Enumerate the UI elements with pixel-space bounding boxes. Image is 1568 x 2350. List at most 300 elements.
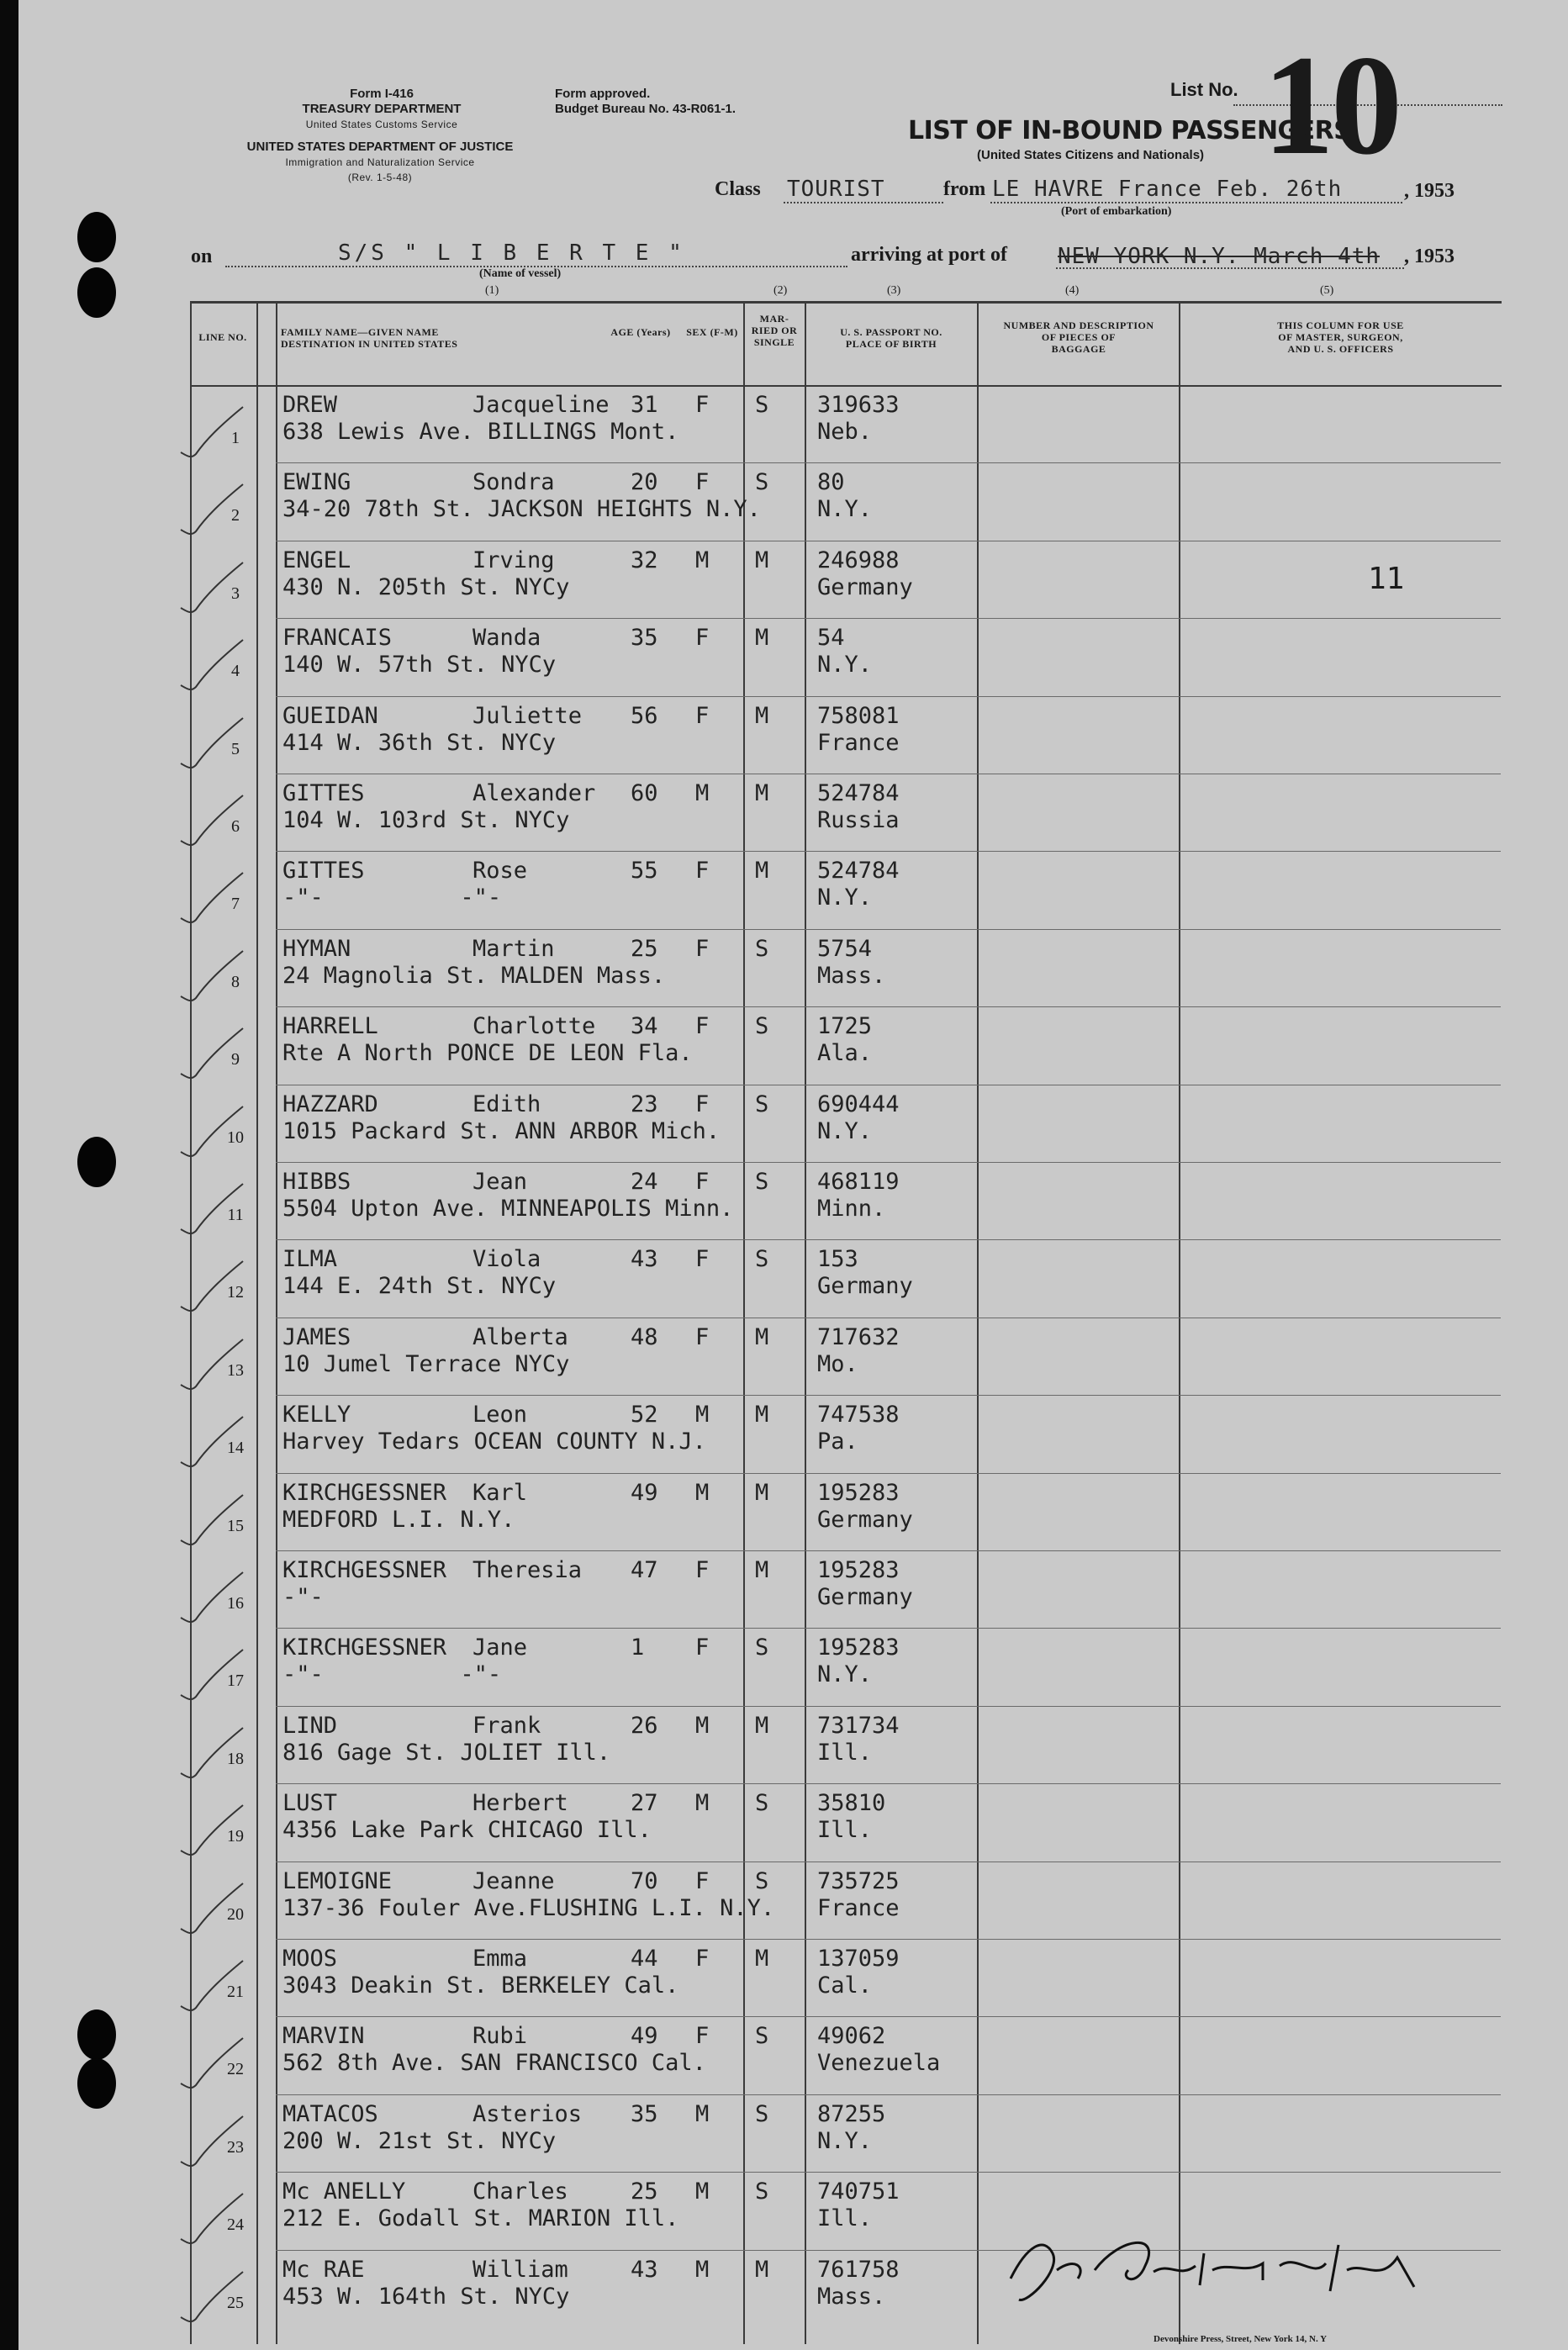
list-number: 10 <box>1263 26 1399 184</box>
line-number: 21 <box>227 1983 244 2001</box>
check-mark-icon <box>166 1802 245 1861</box>
check-mark-stroke <box>181 1883 243 1933</box>
check-mark-icon <box>166 1492 245 1550</box>
check-mark-stroke <box>181 2194 243 2243</box>
check-mark-icon <box>166 481 245 540</box>
place-of-birth: N.Y. <box>817 1117 873 1144</box>
check-mark-stroke <box>181 1106 243 1156</box>
on-label: on <box>191 246 213 267</box>
vessel-name: S/S " L I B E R T E " <box>338 240 685 266</box>
table-row <box>18 1628 1568 1703</box>
col-num-3: (3) <box>887 284 901 297</box>
manifest-title: LIST OF IN-BOUND PASSENGERS <box>908 116 1352 145</box>
sex: F <box>695 469 710 496</box>
passport-number: 319633 <box>817 392 900 418</box>
given-name: Alberta <box>473 1323 568 1350</box>
check-mark-icon <box>166 2035 245 2094</box>
given-name: Wanda <box>473 625 541 652</box>
from-label: from <box>943 178 986 200</box>
line-number: 5 <box>231 739 240 758</box>
place-of-birth: N.Y. <box>817 2127 873 2154</box>
row-divider <box>276 1006 1501 1007</box>
check-mark-icon <box>166 1646 245 1705</box>
ins-service: Immigration and Naturalization Service <box>285 156 475 168</box>
check-mark-stroke <box>181 951 243 1001</box>
destination: 430 N. 205th St. NYCy <box>282 573 570 600</box>
given-name: Rubi <box>473 2023 528 2050</box>
place-of-birth: Minn. <box>817 1196 886 1222</box>
marital-status: M <box>755 547 769 573</box>
age: 26 <box>631 1712 658 1739</box>
row-divider <box>276 1239 1501 1240</box>
age: 32 <box>631 547 658 573</box>
sex: F <box>695 392 710 418</box>
check-mark-stroke <box>181 1961 243 2010</box>
age: 31 <box>631 392 658 418</box>
check-mark-stroke <box>181 1417 243 1466</box>
inspector-signature <box>994 2220 1431 2312</box>
punch-hole <box>77 212 116 262</box>
table-row <box>18 1318 1568 1393</box>
table-row <box>18 618 1568 694</box>
check-mark-stroke <box>181 2272 243 2321</box>
check-mark-stroke <box>181 1650 243 1699</box>
check-mark-stroke <box>181 407 243 457</box>
age: 1 <box>631 1634 645 1661</box>
col-num-5: (5) <box>1320 284 1334 297</box>
marital-status: S <box>755 2100 769 2127</box>
sex: F <box>695 1634 710 1661</box>
place-of-birth: Mass. <box>817 2283 886 2310</box>
given-name: Jacqueline <box>473 392 610 418</box>
marital-status: M <box>755 1712 769 1739</box>
table-row <box>18 1162 1568 1238</box>
destination: 3043 Deakin St. BERKELEY Cal. <box>282 1972 679 1999</box>
family-name: FRANCAIS <box>282 625 393 652</box>
check-mark-stroke <box>181 1184 243 1233</box>
age: 43 <box>631 2256 658 2283</box>
place-of-birth: Germany <box>817 1584 913 1610</box>
officer-note: 11 <box>1368 562 1405 596</box>
line-number: 3 <box>231 584 240 603</box>
check-mark-icon <box>166 1025 245 1084</box>
given-name: Rose <box>473 858 528 885</box>
place-of-birth: N.Y. <box>817 652 873 679</box>
port-of-embarkation: LE HAVRE France Feb. 26th <box>992 177 1343 202</box>
marital-status: M <box>755 2256 769 2283</box>
row-divider <box>276 1628 1501 1629</box>
destination: 4356 Lake Park CHICAGO Ill. <box>282 1817 652 1844</box>
marital-status: S <box>755 1867 769 1894</box>
passport-number: 524784 <box>817 780 900 806</box>
marital-status: M <box>755 702 769 729</box>
given-name: Jane <box>473 1634 528 1661</box>
check-mark-icon <box>166 1180 245 1239</box>
age: 49 <box>631 2023 658 2050</box>
place-of-birth: Russia <box>817 807 900 833</box>
table-row <box>18 696 1568 772</box>
check-mark-icon <box>166 1258 245 1317</box>
marital-status: S <box>755 1634 769 1661</box>
table-row <box>18 1706 1568 1782</box>
check-mark-stroke <box>181 873 243 922</box>
line-number: 13 <box>227 1360 244 1380</box>
row-divider <box>276 2016 1501 2017</box>
line-number: 10 <box>227 1127 244 1147</box>
passport-number: 758081 <box>817 702 900 729</box>
check-mark-stroke <box>181 2116 243 2166</box>
place-of-birth: N.Y. <box>817 496 873 523</box>
sex: F <box>695 858 710 885</box>
family-name: HYMAN <box>282 935 351 962</box>
marital-status: M <box>755 1402 769 1428</box>
table-row <box>18 774 1568 849</box>
sex: F <box>695 1246 710 1273</box>
col-num-4: (4) <box>1065 284 1080 297</box>
line-number: 6 <box>231 817 240 836</box>
table-row <box>18 1085 1568 1160</box>
list-number-label: List No. <box>1170 79 1238 100</box>
place-of-birth: Ill. <box>817 2205 873 2232</box>
family-name: KELLY <box>282 1402 351 1428</box>
sex: F <box>695 1867 710 1894</box>
family-name: MATACOS <box>282 2100 378 2127</box>
line-number: 14 <box>227 1439 244 1458</box>
table-row <box>18 462 1568 538</box>
family-name: Mc ANELLY <box>282 2178 406 2205</box>
marital-status: S <box>755 1790 769 1817</box>
place-of-birth: Germany <box>817 1506 913 1533</box>
passport-number: 1725 <box>817 1013 873 1040</box>
passport-number: 747538 <box>817 1402 900 1428</box>
destination: 638 Lewis Ave. BILLINGS Mont. <box>282 419 679 445</box>
given-name: Karl <box>473 1479 528 1506</box>
col-sex: SEX (F-M) <box>686 326 738 338</box>
passport-number: 87255 <box>817 2100 886 2127</box>
line-number: 7 <box>231 895 240 914</box>
marital-status: M <box>755 1946 769 1972</box>
line-number: 9 <box>231 1050 240 1069</box>
check-mark-icon <box>166 715 245 774</box>
age: 35 <box>631 2100 658 2127</box>
passport-number: 468119 <box>817 1169 900 1195</box>
place-of-birth: Mo. <box>817 1350 858 1377</box>
destination: 453 W. 164th St. NYCy <box>282 2283 570 2310</box>
age: 27 <box>631 1790 658 1817</box>
destination: 212 E. Godall St. MARION Ill. <box>282 2205 679 2232</box>
check-mark-icon <box>166 1569 245 1628</box>
row-divider <box>276 2172 1501 2173</box>
treasury-dept: TREASURY DEPARTMENT <box>302 102 462 116</box>
check-mark-stroke <box>181 562 243 612</box>
sex: F <box>695 2023 710 2050</box>
passport-number: 5754 <box>817 935 873 962</box>
sex: F <box>695 625 710 652</box>
family-name: HARRELL <box>282 1013 378 1040</box>
sex: M <box>695 780 710 806</box>
row-divider <box>276 696 1501 697</box>
destination: 24 Magnolia St. MALDEN Mass. <box>282 962 666 989</box>
col-officers: THIS COLUMN FOR USE OF MASTER, SURGEON, AND U. S. OFFICERS <box>1277 319 1404 355</box>
row-divider <box>276 462 1501 463</box>
destination: Rte A North PONCE DE LEON Fla. <box>282 1040 693 1067</box>
passport-number: 54 <box>817 625 845 652</box>
family-name: ILMA <box>282 1246 338 1273</box>
family-name: LIND <box>282 1712 338 1739</box>
age: 47 <box>631 1557 658 1583</box>
sex: M <box>695 547 710 573</box>
treasury-header <box>239 87 525 132</box>
destination: -"- -"- <box>282 885 502 911</box>
age: 55 <box>631 858 658 885</box>
given-name: Martin <box>473 935 555 962</box>
place-of-birth: Germany <box>817 573 913 600</box>
form-number: Form I-416 <box>350 87 414 101</box>
check-mark-icon <box>166 559 245 618</box>
family-name: JAMES <box>282 1323 351 1350</box>
family-name: EWING <box>282 469 351 496</box>
family-name: HAZZARD <box>282 1091 378 1117</box>
marital-status: M <box>755 1323 769 1350</box>
table-row <box>18 851 1568 927</box>
row-divider <box>276 1395 1501 1396</box>
destination: Harvey Tedars OCEAN COUNTY N.J. <box>282 1428 706 1455</box>
given-name: Irving <box>473 547 555 573</box>
check-mark-stroke <box>181 718 243 768</box>
sex: M <box>695 2100 710 2127</box>
destination: 200 W. 21st St. NYCy <box>282 2127 557 2154</box>
check-mark-icon <box>166 1413 245 1472</box>
table-row <box>18 385 1568 461</box>
line-number: 12 <box>227 1283 244 1302</box>
age: 23 <box>631 1091 658 1117</box>
vessel-note: (Name of vessel) <box>479 267 562 280</box>
place-of-birth: Pa. <box>817 1428 858 1455</box>
check-mark-stroke <box>181 2038 243 2088</box>
sex: M <box>695 1790 710 1817</box>
place-of-birth: N.Y. <box>817 885 873 911</box>
justice-header <box>187 140 573 185</box>
arrival-year: , 1953 <box>1404 246 1454 267</box>
marital-status: S <box>755 1091 769 1117</box>
given-name: Sondra <box>473 469 555 496</box>
destination: 562 8th Ave. SAN FRANCISCO Cal. <box>282 2050 706 2077</box>
given-name: Alexander <box>473 780 596 806</box>
place-of-birth: Ala. <box>817 1040 873 1067</box>
table-row <box>18 1783 1568 1859</box>
passport-number: 49062 <box>817 2023 886 2050</box>
sex: F <box>695 702 710 729</box>
check-mark-icon <box>166 1957 245 2016</box>
age: 25 <box>631 935 658 962</box>
col-baggage: NUMBER AND DESCRIPTION OF PIECES OF BAGGAGE <box>1003 319 1154 355</box>
row-divider <box>276 2094 1501 2095</box>
destination: 144 E. 24th St. NYCy <box>282 1273 557 1300</box>
line-number: 25 <box>227 2293 244 2312</box>
given-name: Viola <box>473 1246 541 1273</box>
col-line-no: LINE NO. <box>198 331 247 343</box>
table-row <box>18 1006 1568 1082</box>
check-mark-stroke <box>181 1805 243 1855</box>
destination: 414 W. 36th St. NYCy <box>282 729 557 756</box>
form-approved: Form approved. Budget Bureau No. 43-R061-1. <box>555 87 736 116</box>
sex: F <box>695 1946 710 1972</box>
line-number: 20 <box>227 1904 244 1924</box>
given-name: Asterios <box>473 2100 583 2127</box>
age: 60 <box>631 780 658 806</box>
destination: 816 Gage St. JOLIET Ill. <box>282 1739 611 1766</box>
age: 35 <box>631 625 658 652</box>
age: 34 <box>631 1013 658 1040</box>
passport-number: 524784 <box>817 858 900 885</box>
marital-status: S <box>755 1246 769 1273</box>
passport-number: 246988 <box>817 547 900 573</box>
sex: F <box>695 935 710 962</box>
age: 49 <box>631 1479 658 1506</box>
place-of-birth: Mass. <box>817 962 886 989</box>
manifest-subtitle: (United States Citizens and Nationals) <box>977 148 1205 162</box>
line-number: 16 <box>227 1594 244 1613</box>
age: 43 <box>631 1246 658 1273</box>
table-row <box>18 1862 1568 1937</box>
family-name: DREW <box>282 392 338 418</box>
check-mark-stroke <box>181 1261 243 1311</box>
arriving-label: arriving at port of <box>851 244 1007 266</box>
given-name: Emma <box>473 1946 528 1972</box>
arrival-port: NEW YORK N.Y. March 4th <box>1058 244 1381 269</box>
row-divider <box>276 618 1501 619</box>
check-mark-stroke <box>181 1495 243 1545</box>
passport-number: 740751 <box>817 2178 900 2205</box>
place-of-birth: N.Y. <box>817 1661 873 1688</box>
given-name: Herbert <box>473 1790 568 1817</box>
embark-year: , 1953 <box>1404 180 1454 202</box>
place-of-birth: Venezuela <box>817 2050 941 2077</box>
sex: M <box>695 2178 710 2205</box>
sex: M <box>695 1479 710 1506</box>
check-mark-stroke <box>181 1339 243 1389</box>
row-divider <box>276 1550 1501 1551</box>
check-mark-stroke <box>181 484 243 534</box>
destination: -"- <box>282 1584 324 1610</box>
passport-number: 731734 <box>817 1712 900 1739</box>
table-row <box>18 929 1568 1005</box>
line-number: 4 <box>231 662 240 681</box>
col-num-1: (1) <box>485 284 499 297</box>
age: 24 <box>631 1169 658 1195</box>
age: 44 <box>631 1946 658 1972</box>
place-of-birth: Neb. <box>817 419 873 445</box>
passport-number: 137059 <box>817 1946 900 1972</box>
place-of-birth: Ill. <box>817 1739 873 1766</box>
sex: M <box>695 1402 710 1428</box>
destination: -"- -"- <box>282 1661 502 1688</box>
printer-credit: Devonshire Press, Street, New York 14, N. Y <box>1154 2334 1328 2344</box>
marital-status: S <box>755 935 769 962</box>
row-divider <box>276 929 1501 930</box>
punch-hole <box>77 267 116 318</box>
place-of-birth: France <box>817 729 900 756</box>
passport-number: 717632 <box>817 1323 900 1350</box>
age: 52 <box>631 1402 658 1428</box>
age: 20 <box>631 469 658 496</box>
col-num-2: (2) <box>773 284 788 297</box>
line-number: 22 <box>227 2060 244 2079</box>
age: 56 <box>631 702 658 729</box>
check-mark-icon <box>166 2190 245 2249</box>
passport-number: 690444 <box>817 1091 900 1117</box>
line-number: 19 <box>227 1827 244 1846</box>
line-number: 24 <box>227 2215 244 2235</box>
check-mark-icon <box>166 1880 245 1939</box>
marital-status: M <box>755 858 769 885</box>
marital-status: S <box>755 1169 769 1195</box>
line-number: 17 <box>227 1671 244 1691</box>
destination: 104 W. 103rd St. NYCy <box>282 807 570 833</box>
manifest-sheet <box>18 0 1568 2350</box>
marital-status: S <box>755 2178 769 2205</box>
destination: 34-20 78th St. JACKSON HEIGHTS N.Y. <box>282 496 761 523</box>
sex: F <box>695 1013 710 1040</box>
table-row <box>18 1395 1568 1471</box>
age: 70 <box>631 1867 658 1894</box>
passport-number: 195283 <box>817 1557 900 1583</box>
check-mark-icon <box>166 1724 245 1783</box>
col-age: AGE (Years) <box>610 326 671 338</box>
check-mark-icon <box>166 2268 245 2327</box>
check-mark-icon <box>166 1103 245 1162</box>
family-name: KIRCHGESSNER <box>282 1634 447 1661</box>
destination: 1015 Packard St. ANN ARBOR Mich. <box>282 1117 721 1144</box>
check-mark-icon <box>166 1336 245 1395</box>
family-name: MOOS <box>282 1946 338 1972</box>
given-name: Charlotte <box>473 1013 596 1040</box>
line-number: 18 <box>227 1749 244 1768</box>
row-divider <box>276 1162 1501 1163</box>
family-name: Mc RAE <box>282 2256 365 2283</box>
check-mark-stroke <box>181 640 243 689</box>
sex: M <box>695 2256 710 2283</box>
line-number: 23 <box>227 2137 244 2157</box>
given-name: Juliette <box>473 702 583 729</box>
destination: 5504 Upton Ave. MINNEAPOLIS Minn. <box>282 1196 734 1222</box>
port-note: (Port of embarkation) <box>1061 205 1172 218</box>
family-name: HIBBS <box>282 1169 351 1195</box>
family-name: GITTES <box>282 780 365 806</box>
place-of-birth: Germany <box>817 1273 913 1300</box>
given-name: Theresia <box>473 1557 583 1583</box>
marital-status: S <box>755 2023 769 2050</box>
check-mark-stroke <box>181 1028 243 1078</box>
check-mark-icon <box>166 869 245 928</box>
family-name: KIRCHGESSNER <box>282 1479 447 1506</box>
passport-number: 35810 <box>817 1790 886 1817</box>
given-name: Frank <box>473 1712 541 1739</box>
place-of-birth: Ill. <box>817 1817 873 1844</box>
check-mark-icon <box>166 2113 245 2172</box>
marital-status: S <box>755 469 769 496</box>
age: 25 <box>631 2178 658 2205</box>
age: 48 <box>631 1323 658 1350</box>
given-name: Jean <box>473 1169 528 1195</box>
destination: MEDFORD L.I. N.Y. <box>282 1506 515 1533</box>
destination: 10 Jumel Terrace NYCy <box>282 1350 570 1377</box>
row-divider <box>276 1473 1501 1474</box>
justice-dept: UNITED STATES DEPARTMENT OF JUSTICE <box>246 140 514 154</box>
family-name: MARVIN <box>282 2023 365 2050</box>
line-number: 8 <box>231 972 240 991</box>
given-name: Jeanne <box>473 1867 555 1894</box>
